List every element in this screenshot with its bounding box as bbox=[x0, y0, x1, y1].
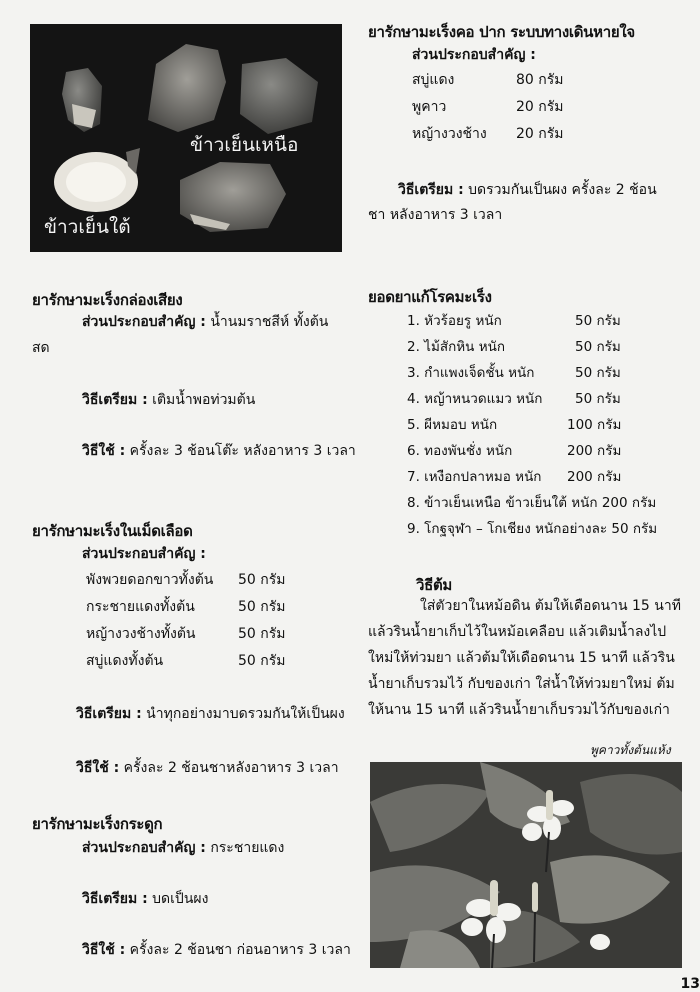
use-label: วิธีใช้ : bbox=[82, 443, 126, 459]
item-name: 1. หัวร้อยรู หนัก bbox=[407, 313, 502, 329]
ingredient-qty: 50 กรัม bbox=[238, 571, 286, 588]
list-item bbox=[407, 517, 687, 543]
recipe-bone-title: ยารักษามะเร็งกระดูก bbox=[32, 815, 163, 833]
table-row bbox=[86, 566, 286, 593]
ingredients-text: น้ำนมราชสีห์ ทั้งต้น bbox=[210, 314, 329, 330]
use-label: วิธีใช้ : bbox=[76, 760, 120, 776]
rhizome-photo bbox=[30, 24, 342, 252]
method-line: ใหม่ให้ท่วมยา แล้วต้มให้เดือดนาน 15 นาที แล้วริน bbox=[368, 650, 675, 666]
prep-label: วิธีเตรียม : bbox=[82, 392, 148, 408]
page-number: 13 bbox=[680, 976, 700, 992]
plukaow-photo-graphic bbox=[370, 762, 682, 968]
item-name: 2. ไม้สักหิน หนัก bbox=[407, 339, 505, 355]
ingredient-qty: 20 กรัม bbox=[516, 125, 564, 142]
use-text: ครั้งละ 2 ช้อนชา ก่อนอาหาร 3 เวลา bbox=[129, 942, 351, 958]
item-name: 9. โกฐจุฬา – โกเชียง หนักอย่างละ 50 กรัม bbox=[407, 521, 658, 537]
recipe-throat-ingredients-table bbox=[412, 66, 564, 147]
prep-label: วิธีเตรียม : bbox=[76, 706, 142, 722]
recipe-throat-title: ยารักษามะเร็งคอ ปาก ระบบทางเดินหายใจ bbox=[368, 23, 635, 41]
photo-caption-plukaow: พูคาวทั้งต้นแห้ง bbox=[590, 743, 671, 757]
recipe-larynx-ingredients-cont: สด bbox=[32, 340, 50, 356]
recipe-bone-ingredients bbox=[82, 838, 284, 858]
recipe-larynx-use bbox=[82, 441, 356, 461]
recipe-larynx-title: ยารักษามะเร็งกล่องเสียง bbox=[32, 291, 183, 309]
list-item bbox=[407, 413, 687, 439]
list-item bbox=[407, 439, 687, 465]
prep-text: บดรวมกันเป็นผง ครั้งละ 2 ช้อน bbox=[468, 182, 657, 198]
ingredient-name: หญ้างวงช้าง bbox=[412, 125, 487, 142]
list-item bbox=[407, 361, 687, 387]
ingredient-name: พูคาว bbox=[412, 98, 447, 115]
item-qty: 50 กรัม bbox=[575, 339, 621, 355]
item-qty: 50 กรัม bbox=[575, 391, 621, 407]
prep-text: นำทุกอย่างมาบดรวมกันให้เป็นผง bbox=[146, 706, 345, 722]
ingredients-text: กระชายแดง bbox=[210, 840, 285, 856]
recipe-bone-prep bbox=[82, 889, 208, 909]
ingredient-name: หญ้างวงช้างทั้งต้น bbox=[86, 625, 196, 642]
recipe-larynx-ingredients bbox=[82, 312, 328, 332]
prep-label: วิธีเตรียม : bbox=[398, 182, 464, 198]
ingredient-qty: 80 กรัม bbox=[516, 71, 564, 88]
recipe-throat-ingredients-label: ส่วนประกอบสำคัญ : bbox=[412, 47, 536, 63]
table-row bbox=[86, 620, 286, 647]
recipe-bone-use bbox=[82, 940, 351, 960]
item-name: 4. หญ้าหนวดแมว หนัก bbox=[407, 391, 543, 407]
ingredients-label: ส่วนประกอบสำคัญ : bbox=[82, 840, 206, 856]
ingredient-name: สบู่แดง bbox=[412, 71, 455, 88]
item-qty: 50 กรัม bbox=[575, 313, 621, 329]
recipe-general-method bbox=[368, 593, 682, 723]
list-item bbox=[407, 309, 687, 335]
prep-text: บดเป็นผง bbox=[152, 891, 209, 907]
item-qty: 200 กรัม bbox=[567, 443, 622, 459]
table-row bbox=[412, 120, 564, 147]
ingredient-qty: 50 กรัม bbox=[238, 652, 286, 669]
item-qty: 100 กรัม bbox=[567, 417, 622, 433]
method-line: แล้วรินน้ำยาเก็บไว้ในหม้อเคลือบ แล้วเติมน้ำลงไป bbox=[368, 624, 667, 640]
method-line: ใส่ตัวยาในหม้อดิน ต้มให้เดือดนาน 15 นาที bbox=[420, 598, 681, 614]
ingredient-name: สบู่แดงทั้งต้น bbox=[86, 652, 164, 669]
table-row bbox=[86, 593, 286, 620]
table-row bbox=[86, 647, 286, 674]
recipe-blood-ingredients-label: ส่วนประกอบสำคัญ : bbox=[82, 546, 206, 562]
recipe-general-title: ยอดยาแก้โรคมะเร็ง bbox=[368, 288, 492, 306]
list-item bbox=[407, 335, 687, 361]
ingredients-label: ส่วนประกอบสำคัญ : bbox=[82, 314, 206, 330]
recipe-blood-use bbox=[76, 758, 339, 778]
list-item bbox=[407, 491, 687, 517]
recipe-throat-prep-cont: ชา หลังอาหาร 3 เวลา bbox=[368, 207, 503, 223]
recipe-blood-title: ยารักษามะเร็งในเม็ดเลือด bbox=[32, 522, 193, 540]
ingredient-qty: 50 กรัม bbox=[238, 598, 286, 615]
list-item bbox=[407, 387, 687, 413]
plukaow-photo bbox=[370, 762, 682, 968]
prep-label: วิธีเตรียม : bbox=[82, 891, 148, 907]
table-row bbox=[412, 93, 564, 120]
item-name: 5. ผีหมอบ หนัก bbox=[407, 417, 498, 433]
recipe-larynx-prep bbox=[82, 390, 255, 410]
item-name: 3. กำแพงเจ็ดชั้น หนัก bbox=[407, 365, 535, 381]
caption-khao-yen-tai: ข้าวเย็นใต้ bbox=[44, 216, 131, 238]
item-name: 7. เหงือกปลาหมอ หนัก bbox=[407, 469, 542, 485]
recipe-throat-prep bbox=[398, 180, 657, 200]
item-qty: 200 กรัม bbox=[567, 469, 622, 485]
method-line: น้ำยาเก็บรวมไว้ กับของเก่า ใส่น้ำให้ท่วมยาใหม่ ต้ม bbox=[368, 676, 675, 692]
use-text: ครั้งละ 3 ช้อนโต๊ะ หลังอาหาร 3 เวลา bbox=[129, 443, 356, 459]
item-qty: 50 กรัม bbox=[575, 365, 621, 381]
use-text: ครั้งละ 2 ช้อนชาหลังอาหาร 3 เวลา bbox=[123, 760, 339, 776]
recipe-blood-prep bbox=[76, 704, 345, 724]
prep-text: เติมน้ำพอท่วมต้น bbox=[152, 392, 256, 408]
list-item bbox=[407, 465, 687, 491]
ingredient-qty: 20 กรัม bbox=[516, 98, 564, 115]
caption-khao-yen-nuea: ข้าวเย็นเหนือ bbox=[190, 134, 299, 156]
method-line: ให้นาน 15 นาที แล้วรินน้ำยาเก็บรวมไว้กับของเก่า bbox=[368, 702, 670, 718]
ingredient-qty: 50 กรัม bbox=[238, 625, 286, 642]
item-name: 6. ทองพันชั่ง หนัก bbox=[407, 443, 513, 459]
recipe-general-method-title: วิธีต้ม bbox=[416, 576, 453, 594]
recipe-general-list bbox=[407, 309, 687, 543]
recipe-blood-ingredients-table bbox=[86, 566, 286, 674]
use-label: วิธีใช้ : bbox=[82, 942, 126, 958]
item-name: 8. ข้าวเย็นเหนือ ข้าวเย็นใต้ หนัก 200 กรัม bbox=[407, 495, 657, 511]
ingredient-name: กระชายแดงทั้งต้น bbox=[86, 598, 195, 615]
table-row bbox=[412, 66, 564, 93]
ingredient-name: พังพวยดอกขาวทั้งต้น bbox=[86, 571, 214, 588]
